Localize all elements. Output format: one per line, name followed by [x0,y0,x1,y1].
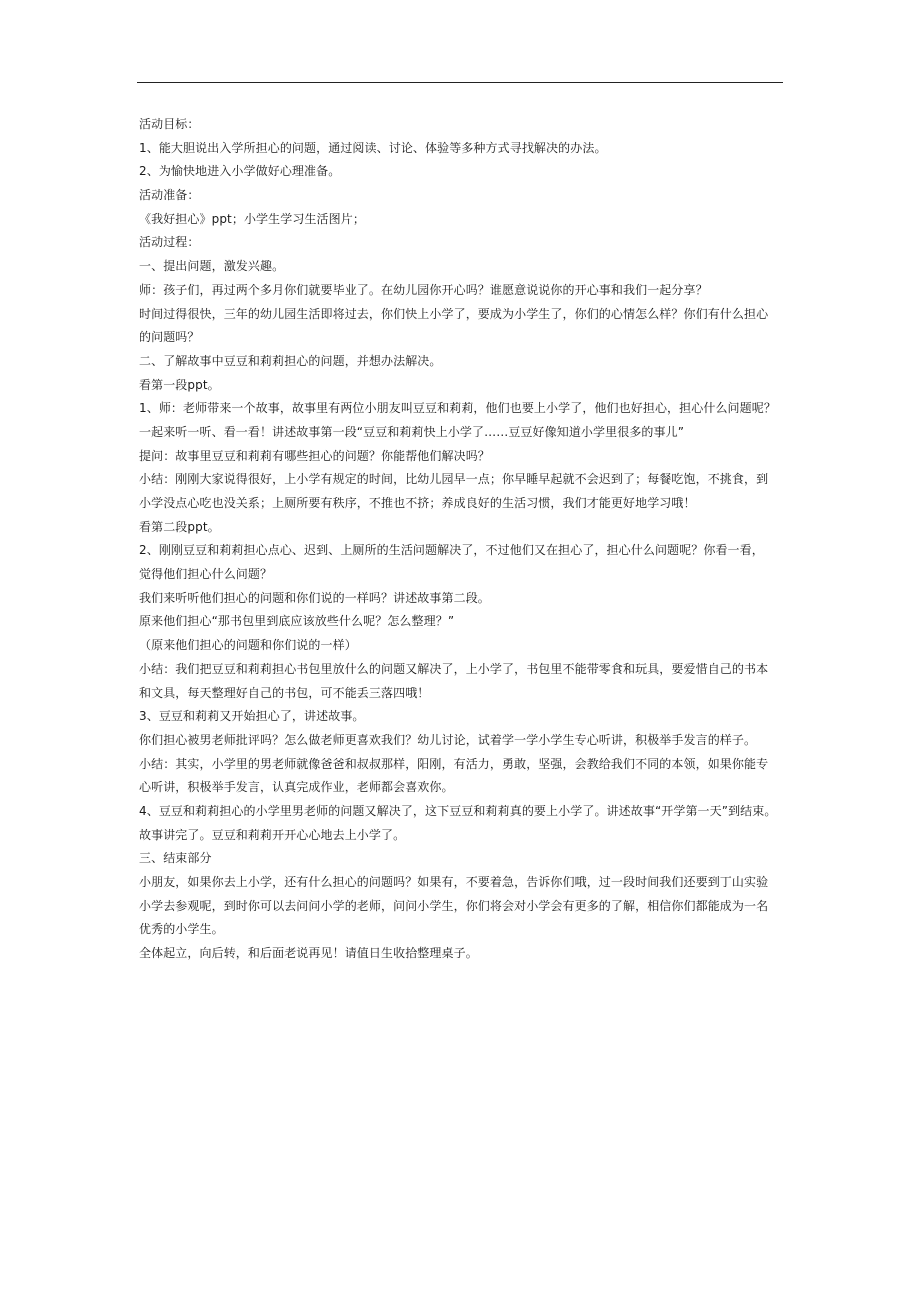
text-line: 2、刚刚豆豆和莉莉担心点心、迟到、上厕所的生活问题解决了，不过他们又在担心了，担心什么问题呢？你看一看， [139,543,764,558]
text-line: 二、了解故事中豆豆和莉莉担心的问题，并想办法解决。 [139,353,442,368]
text-line: 3、豆豆和莉莉又开始担心了，讲述故事。 [139,709,365,724]
text-line: 觉得他们担心什么问题？ [139,567,273,582]
text-line: 看第二段ppt。 [139,519,220,534]
text-line: 提问：故事里豆豆和莉莉有哪些担心的问题？你能帮他们解决吗？ [139,448,490,463]
text-line: 优秀的小学生。 [139,922,224,937]
text-line: 的问题吗？ [139,330,200,345]
text-line: 故事讲完了。豆豆和莉莉开开心心地去上小学了。 [139,827,406,842]
text-line: 和文具，每天整理好自己的书包，可不能丢三落四哦！ [139,685,430,700]
text-line: 时间过得很快，三年的幼儿园生活即将过去，你们快上小学了，要成为小学生了，你们的心情怎么样？你们有什么担心 [139,306,769,321]
text-line: 2、为愉快地进入小学做好心理准备。 [139,164,341,179]
text-line: 我们来听听他们担心的问题和你们说的一样吗？讲述故事第二段。 [139,590,490,605]
text-line: 原来他们担心“那书包里到底应该放些什么呢？怎么整理？” [139,614,455,629]
text-line: 三、结束部分 [139,851,212,866]
text-line: 小结：刚刚大家说得很好，上小学有规定的时间，比幼儿园早一点；你早睡早起就不会迟到了；每餐吃饱，不挑食，到 [139,472,769,487]
text-line: （原来他们担心的问题和你们说的一样） [139,638,357,653]
text-line: 师：孩子们，再过两个多月你们就要毕业了。在幼儿园你开心吗？谁愿意说说你的开心事和我们一起分享？ [139,282,708,297]
text-line: 《我好担心》ppt；小学生学习生活图片； [139,211,365,226]
text-line: 一起来听一听、看一看！讲述故事第一段“豆豆和莉莉快上小学了……豆豆好像知道小学里很多的事儿” [139,424,685,439]
text-line: 1、能大胆说出入学所担心的问题，通过阅读、讨论、体验等多种方式寻找解决的办法。 [139,140,607,155]
text-line: 心听讲，积极举手发言，认真完成作业，老师都会喜欢你。 [139,780,454,795]
text-line: 1、师：老师带来一个故事，故事里有两位小朋友叫豆豆和莉莉，他们也要上小学了，他们也好担心，担心什么问题呢？ [139,401,776,416]
text-line: 活动过程： [139,235,200,250]
text-line: 看第一段ppt。 [139,377,220,392]
text-line: 活动准备： [139,188,200,203]
text-line: 小朋友，如果你去上小学，还有什么担心的问题吗？如果有，不要着急，告诉你们哦，过一段时间我们还要到丁山实验 [139,875,769,889]
header-rule [137,82,783,83]
text-line: 4、豆豆和莉莉担心的小学里男老师的问题又解决了，这下豆豆和莉莉真的要上小学了。讲述故事“开学第一天”到结束。 [139,803,777,818]
text-line: 全体起立，向后转，和后面老说再见！请值日生收拾整理桌子。 [139,946,478,961]
text-line: 小结：其实，小学里的男老师就像爸爸和叔叔那样，阳刚，有活力，勇敢，坚强，会教给我们不同的本领，如果你能专 [139,756,769,771]
text-line: 小学没点心吃也没关系；上厕所要有秩序，不推也不挤；养成良好的生活习惯，我们才能更好地学习哦！ [139,496,696,510]
text-line: 你们担心被男老师批评吗？怎么做老师更喜欢我们？幼儿讨论，试着学一学小学生专心听讲，积极举手发言的样子。 [139,732,757,747]
text-line: 小结：我们把豆豆和莉莉担心书包里放什么的问题又解决了，上小学了，书包里不能带零食和玩具，要爱惜自己的书本 [139,661,769,676]
text-line: 活动目标： [139,117,200,131]
text-line: 小学去参观呢，到时你可以去问问小学的老师，问问小学生，你们将会对小学会有更多的了解，相信你们都能成为一名 [139,898,769,913]
text-line: 一、提出问题，激发兴趣。 [139,259,285,274]
document-body [139,113,787,966]
